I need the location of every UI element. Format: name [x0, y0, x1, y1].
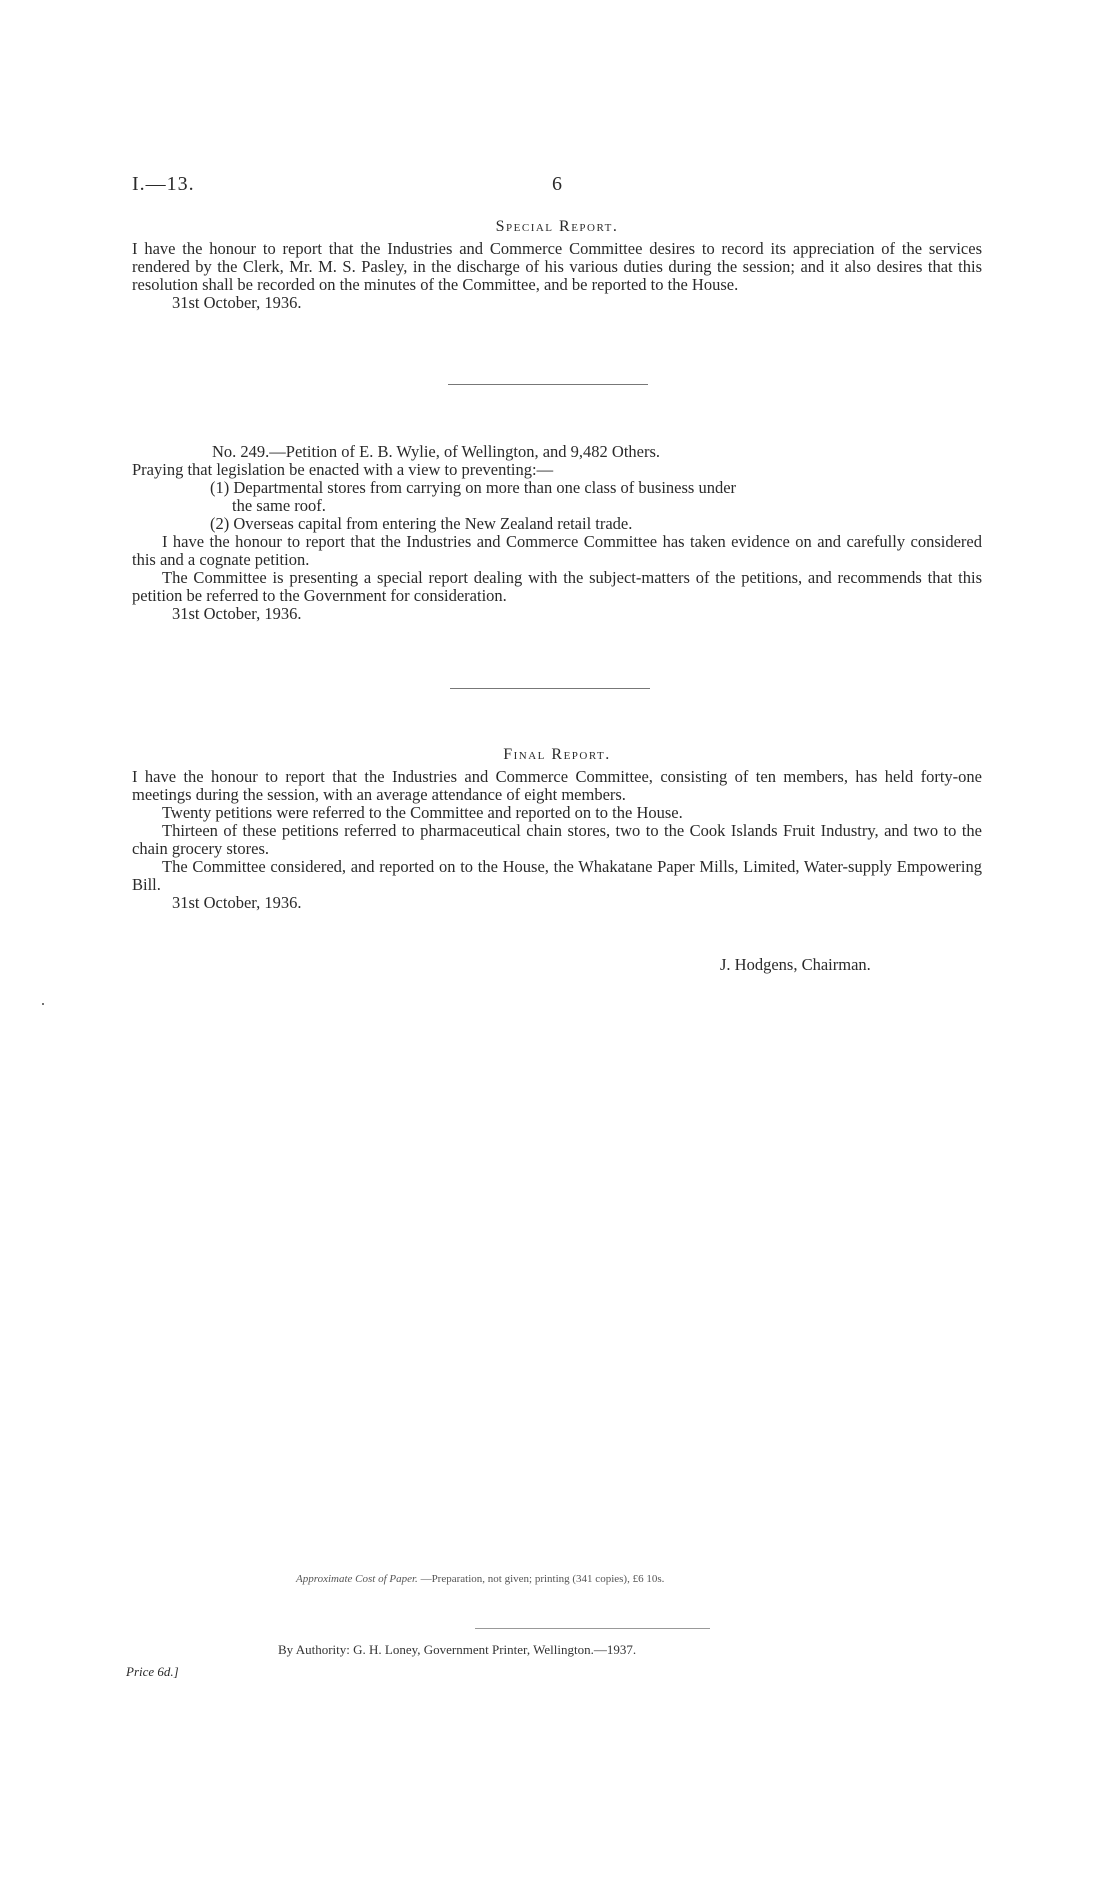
- petition-item-2: (2) Overseas capital from entering the New Zealand retail trade.: [210, 514, 633, 533]
- chairman-signature: J. Hodgens, Chairman.: [720, 955, 871, 974]
- final-report-heading: Final Report.: [503, 746, 611, 763]
- scan-speck: [42, 1003, 44, 1005]
- price-note: Price 6d.]: [126, 1664, 179, 1679]
- section-divider: [448, 384, 648, 385]
- petition-praying: Praying that legislation be enacted with a view to preventing:—: [132, 460, 554, 479]
- final-report-paragraph-2: Twenty petitions were referred to the Committee and reported on to the House.: [162, 803, 683, 822]
- final-report-section: [132, 746, 982, 912]
- petition-item-1: (1) Departmental stores from carrying on more than one class of business under: [210, 478, 737, 497]
- cost-note: [296, 1573, 664, 1585]
- cost-note-label: Approximate Cost of Paper.: [296, 1573, 418, 1585]
- page-number: 6: [552, 173, 562, 195]
- final-report-date: 31st October, 1936.: [172, 893, 302, 912]
- petition-item-1-continued: the same roof.: [232, 496, 326, 515]
- petition-title: No. 249.—Petition of E. B. Wylie, of Wellington, and 9,482 Others.: [212, 442, 661, 461]
- special-report-body: I have the honour to report that the Industries and Commerce Committee desires to record its appreciation of the services rendered by the Clerk, Mr. M. S. Pasley, in the discharge of his various duties during the session; and it also desires that this resolution shall be recorded on the minutes of the Committee, and be reported to the House.: [132, 239, 982, 294]
- final-report-paragraph-4: The Committee considered, and reported on to the House, the Whakatane Paper Mills, Limited, Water-supply Empowering Bill.: [132, 857, 982, 894]
- special-report-section: [132, 218, 982, 312]
- section-divider: [450, 688, 650, 689]
- footer-divider: [475, 1628, 710, 1629]
- paper-reference: I.—13.: [132, 173, 195, 195]
- petition-section: [132, 443, 982, 623]
- petition-date: 31st October, 1936.: [172, 604, 302, 623]
- cost-note-detail: —Preparation, not given; printing (341 copies), £6 10s.: [420, 1573, 665, 1585]
- special-report-date: 31st October, 1936.: [172, 293, 302, 312]
- special-report-heading: Special Report.: [495, 218, 619, 235]
- final-report-paragraph-3: Thirteen of these petitions referred to pharmaceutical chain stores, two to the Cook Islands Fruit Industry, and two to the chain grocery stores.: [132, 821, 982, 858]
- authority-line: By Authority: G. H. Loney, Government Printer, Wellington.—1937.: [278, 1642, 637, 1657]
- petition-paragraph-1: I have the honour to report that the Industries and Commerce Committee has taken evidence on and carefully considered this and a cognate petition.: [132, 532, 982, 569]
- petition-paragraph-2: The Committee is presenting a special report dealing with the subject-matters of the petitions, and recommends that this petition be referred to the Government for consideration.: [132, 568, 982, 605]
- final-report-paragraph-1: I have the honour to report that the Industries and Commerce Committee, consisting of ten members, has held forty-one meetings during the session, with an average attendance of eight members.: [132, 767, 982, 804]
